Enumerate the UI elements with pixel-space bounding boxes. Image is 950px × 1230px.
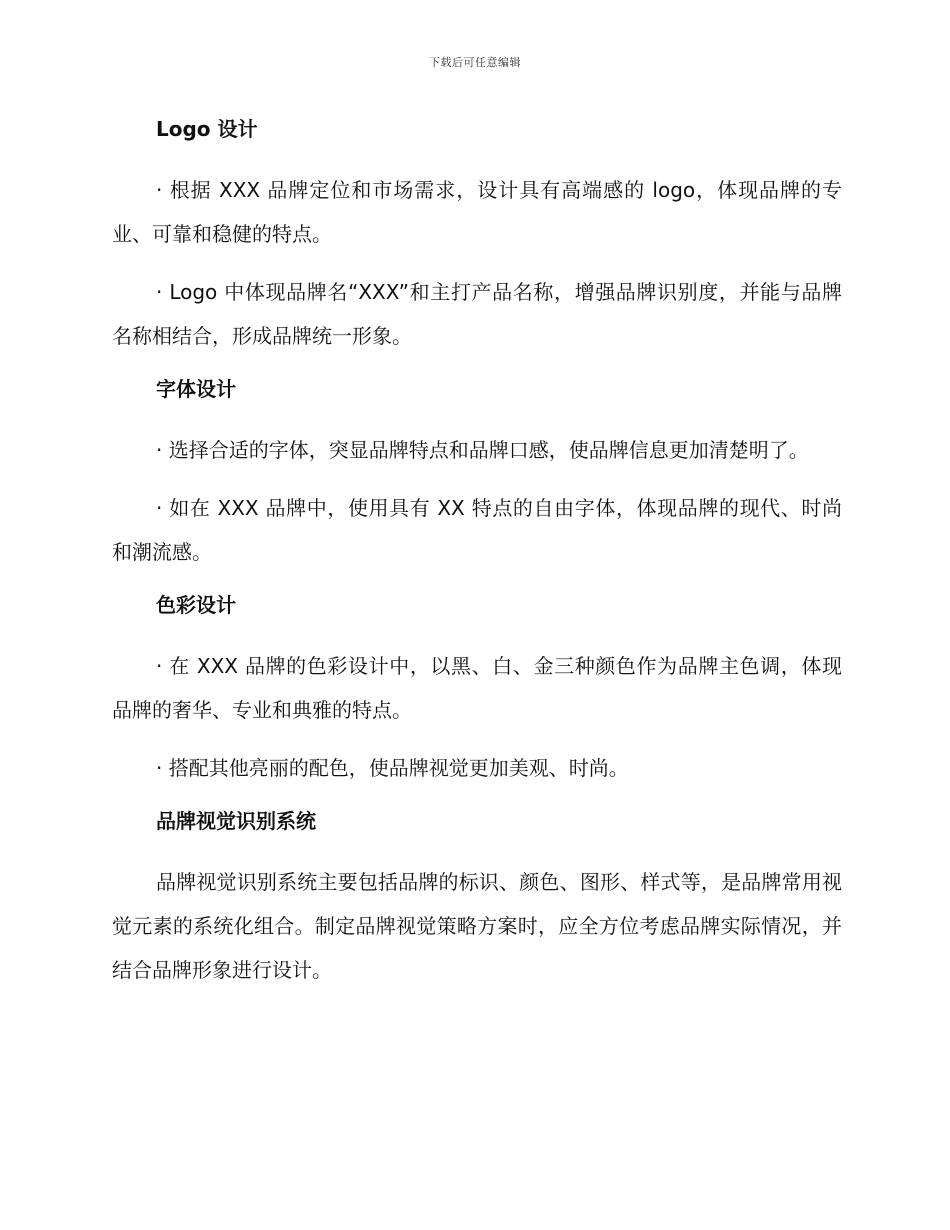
bullet-paragraph: · 根据 XXX 品牌定位和市场需求，设计具有高端感的 logo，体现品牌的专业、可靠和稳健的特点。 (112, 178, 842, 246)
section-heading: Logo 设计 (156, 117, 258, 141)
bullet-paragraph: · 搭配其他亮丽的配色，使品牌视觉更加美观、时尚。 (156, 756, 629, 780)
section-heading: 色彩设计 (156, 593, 236, 617)
section-visual-identity-system (112, 804, 842, 992)
section-logo-design (112, 112, 842, 358)
bullet-paragraph: · 选择合适的字体，突显品牌特点和品牌口感，使品牌信息更加清楚明了。 (156, 438, 809, 462)
bullet-paragraph: · Logo 中体现品牌名“XXX”和主打产品名称，增强品牌识别度，并能与品牌名称相结合，形成品牌统一形象。 (112, 280, 842, 348)
bullet-paragraph: · 如在 XXX 品牌中，使用具有 XX 特点的自由字体，体现品牌的现代、时尚和潮流感。 (112, 496, 842, 564)
body-paragraph: 品牌视觉识别系统主要包括品牌的标识、颜色、图形、样式等，是品牌常用视觉元素的系统化组合。制定品牌视觉策略方案时，应全方位考虑品牌实际情况，并结合品牌形象进行设计。 (112, 870, 842, 982)
section-heading: 品牌视觉识别系统 (156, 809, 316, 833)
section-color-design (112, 588, 842, 790)
section-heading: 字体设计 (156, 377, 236, 401)
document-body (112, 112, 842, 1006)
bullet-paragraph: · 在 XXX 品牌的色彩设计中，以黑、白、金三种颜色作为品牌主色调，体现品牌的奢华、专业和典雅的特点。 (112, 654, 842, 722)
running-header: 下载后可任意编辑 (429, 56, 521, 69)
section-font-design (112, 372, 842, 574)
